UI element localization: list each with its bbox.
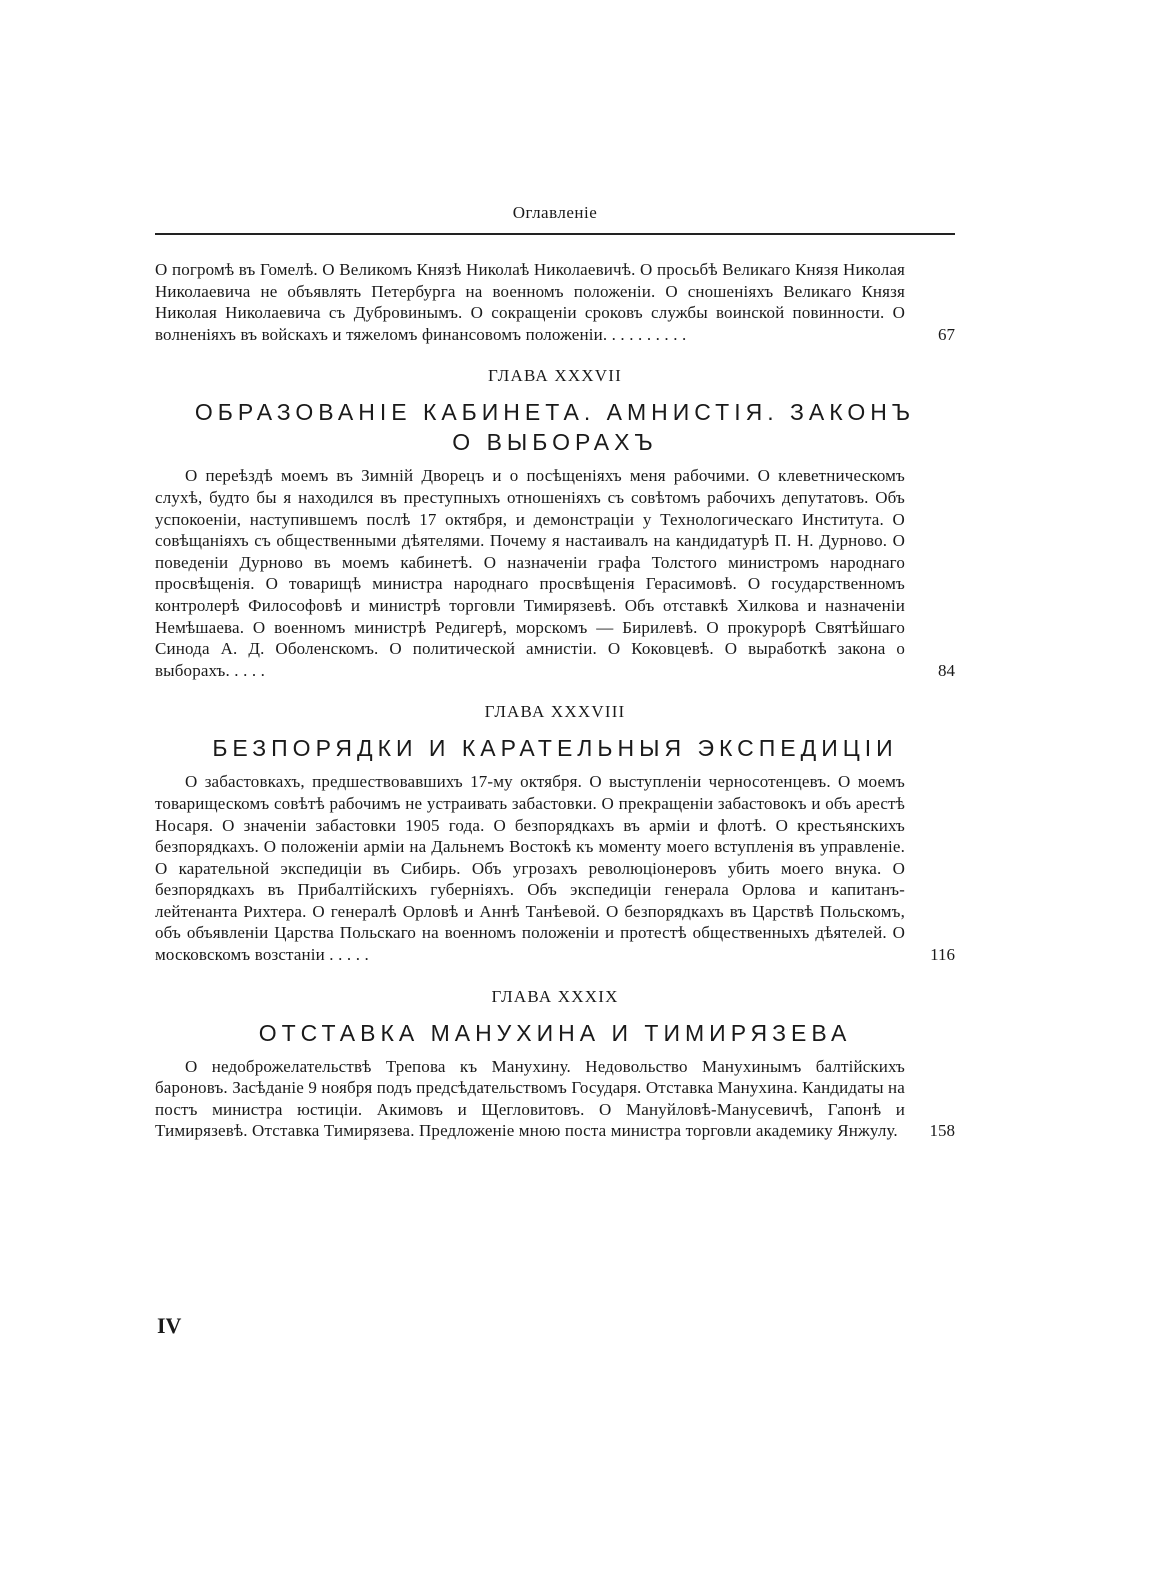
running-head: Оглавленіе bbox=[512, 203, 598, 222]
chapter-section bbox=[155, 986, 955, 1142]
chapter-section bbox=[155, 701, 955, 965]
chapter-label: ГЛАВА XXXIX bbox=[491, 986, 619, 1006]
chapter-label: ГЛАВА XXXVII bbox=[488, 366, 622, 386]
chapter-title bbox=[155, 733, 955, 763]
entry-summary: О забастовкахъ, предшествовавшихъ 17-му октября. О выступленіи черносотенцевъ. О моемъ товарищескомъ совѣтѣ рабочимъ не устраивать забастовки. О прекращеніи забастовокъ и объ арестѣ Носаря. О значеніи забастовки 1905 года. О безпорядкахъ въ арміи и флотѣ. О крестьянскихъ безпорядкахъ. О положеніи арміи на Дальнемъ Востокѣ къ моменту моего вступленія въ управленіе. О карательной экспедиціи въ Сибирь. Объ угрозахъ революціонеровъ убить моего внука. О безпорядкахъ въ Прибалтійскихъ губерніяхъ. Объ экспедиціи генерала Орлова и капитанъ-лейтенанта Рихтера. О генералѣ Орловѣ и Аннѣ Танѣевой. О безпорядкахъ въ Царствѣ Польскомъ, объ объявленіи Царства Польскаго на военномъ положеніи и протестѣ общественныхъ дѣятелей. О московскомъ возстаніи . . . . . bbox=[155, 772, 905, 965]
chapter-title-line: БЕЗПОРЯДКИ И КАРАТЕЛЬНЫЯ ЭКСПЕДИЦІИ bbox=[212, 735, 898, 762]
toc-entry bbox=[155, 465, 955, 681]
header-rule bbox=[155, 233, 955, 235]
entry-summary: О недоброжелательствѣ Трепова къ Манухину. Недовольство Манухинымъ балтійскихъ бароновъ. Засѣданіе 9 ноября подъ предсѣдательствомъ Государя. Отставка Манухина. Кандидаты на постъ министра юстиціи. Акимовъ и Щегловитовъ. О Мануйловѣ-Манусевичѣ, Гапонѣ и Тимирязевѣ. Отставка Тимирязева. Предложеніе мною поста министра торговли академику Янжулу. bbox=[155, 1056, 905, 1141]
toc-entry-continued bbox=[155, 259, 955, 345]
page-folio: IV bbox=[157, 1313, 182, 1338]
table-of-contents-page bbox=[155, 200, 955, 1142]
entry-summary: О переѣздѣ моемъ въ Зимній Дворецъ и о посѣщеніяхъ меня рабочими. О клеветническомъ слухѣ, будто бы я находился въ преступныхъ отношеніяхъ съ совѣтомъ рабочихъ депутатовъ. Объ успокоеніи, наступившемъ послѣ 17 октября, и демонстраціи у Технологическаго Института. О совѣщаніяхъ съ общественными дѣятелями. Почему я настаивалъ на кандидатурѣ П. Н. Дурново. О поведеніи Дурново въ моемъ кабинетѣ. О назначеніи графа Толстого министромъ народнаго просвѣщенія. О товарищѣ министра народнаго просвѣщенія Герасимовѣ. О государственномъ контролерѣ Философовѣ и министрѣ торговли Тимирязевѣ. Объ отставкѣ Хилкова и назначеніи Немѣшаева. О военномъ министрѣ Редигерѣ, морскомъ — Бирилевѣ. О прокурорѣ Святѣйшаго Синода А. Д. Оболенскомъ. О политической амнистіи. О Коковцевѣ. О выработкѣ закона о выборахъ. . . . . bbox=[155, 466, 905, 680]
entry-page-number: 67 bbox=[938, 324, 955, 344]
toc-entry bbox=[155, 1056, 955, 1142]
chapter-section bbox=[155, 365, 955, 681]
chapter-title bbox=[155, 397, 955, 457]
chapter-title-line: ОБРАЗОВАНІЕ КАБИНЕТА. АМНИСТІЯ. ЗАКОНЪ bbox=[194, 399, 916, 426]
chapter-title-line: ОТСТАВКА МАНУХИНА И ТИМИРЯЗЕВА bbox=[258, 1019, 852, 1046]
toc-entry bbox=[155, 771, 955, 965]
chapter-title-line: О ВЫБОРАХЪ bbox=[452, 429, 658, 456]
entry-page-number: 158 bbox=[929, 1121, 955, 1141]
entry-summary: О погромѣ въ Гомелѣ. О Великомъ Князѣ Николаѣ Николаевичѣ. О просьбѣ Великаго Князя Николая Николаевича не объявлять Петербурга на военномъ положеніи. О сношеніяхъ Великаго Князя Николая Николаевича съ Дубровинымъ. О сокращеніи сроковъ службы воинской повинности. О волненіяхъ въ войскахъ и тяжеломъ финансовомъ положеніи. . . . . . . . . . bbox=[155, 260, 905, 344]
entry-page-number: 116 bbox=[930, 945, 955, 965]
entry-page-number: 84 bbox=[938, 660, 955, 680]
chapter-label: ГЛАВА XXXVIII bbox=[484, 702, 626, 722]
chapter-title bbox=[155, 1018, 955, 1048]
